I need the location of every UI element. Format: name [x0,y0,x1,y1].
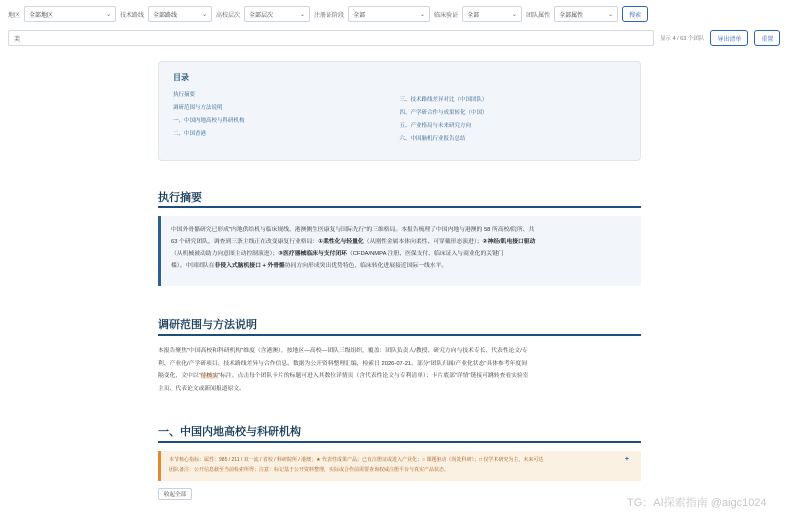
team-select[interactable] [554,6,618,22]
clinical-label: 临床验证 [434,12,459,19]
summary-highlight: 非侵入式脑机接口 + 外骨骼 [214,263,285,269]
toc-link[interactable]: 六、中国脑机行业报告总结 [399,136,466,142]
pending-tag: 待核实 [200,373,219,379]
tech-label: 技术路线 [120,12,145,19]
chevron-down-icon: ⌄ [202,11,208,18]
section1-heading: 一、中国内地高校与科研机构 [158,426,301,438]
methods-text: "标注。点击每个团队卡片的标题可进入其数位详情页（含代表性论文与专利清单）；卡片底部"详情"链接可跳转查看实验室 [218,373,529,379]
summary-highlight: ②神经/肌电接口驱动 [482,239,536,245]
phase-select[interactable] [348,6,430,22]
result-count: 显示 4 / 63 个团队 [660,36,705,42]
search-row [0,28,800,48]
summary-box [158,216,641,286]
level-label: 高校层次 [216,12,241,19]
summary-highlight: ①柔性化与轻量化 [318,239,364,245]
team-select-value: 全部属性 [559,12,584,19]
section-divider [158,206,641,208]
clinical-select[interactable] [462,6,522,22]
chevron-down-icon: ⌄ [608,11,614,18]
note-text: 团队备注：公开信息截至当前检索所得；注意：标记基于公开资料整理，实际或合作前需要查询权威注册平台与真实产品状态。 [169,467,450,473]
toc-link[interactable]: 四、产学研合作与成果转化（中国） [399,110,488,116]
toc-link[interactable]: 调研范围与方法说明 [173,105,223,111]
summary-text: 协同方向形成突出优势特色，临床转化进展接近国际一线水平。 [284,263,448,269]
chevron-down-icon: ⌄ [512,11,518,18]
phase-label: 注册证阶段 [314,12,345,19]
tech-select-value: 全部路线 [153,12,178,19]
methods-text: 隔变化，文中以" [158,373,201,379]
legend-note [158,451,641,481]
summary-text: （从机械被动助力向意图主动控制演进）； [171,251,279,257]
chevron-down-icon: ⌄ [420,11,426,18]
methods-heading: 调研范围与方法说明 [158,319,257,331]
section-divider [158,334,641,336]
collapse-all-button[interactable]: 收起全部 [158,488,192,500]
chevron-down-icon: ⌄ [300,11,306,18]
level-select[interactable] [244,6,310,22]
search-button[interactable]: 搜索 [622,6,648,22]
methods-text: 本报告聚焦"中国高校和科研机构"维度（含港澳），按地区—高校—团队三级组织，覆盖：团队负责人/教授、研究方向与技术专长、代表性论文/专 [158,348,528,354]
summary-text: 63 个研究团队，调查到三条主线正在改变康复行业格局： [171,239,319,245]
summary-text: （CFDA/NMPA 注册、医保支付、临床证入与商业化的关键门 [346,251,504,257]
summary-heading: 执行摘要 [158,192,202,204]
team-label: 团队属性 [526,12,551,19]
toc-link[interactable]: 二、中国香港 [173,131,207,137]
filter-bar [0,0,800,28]
chevron-down-icon: ⌄ [105,11,112,18]
clinical-select-value: 全部 [467,12,480,19]
phase-select-value: 全部 [353,12,366,19]
plus-icon[interactable]: + [624,456,629,463]
reset-button[interactable]: 重置 [754,30,780,46]
section-divider [158,441,641,443]
methods-text: 主页、代表论文或新闻报道原文。 [158,385,245,392]
search-input[interactable] [8,30,654,46]
watermark: TG：AI探索指南 @aigc1024 [627,497,767,509]
toc-title: 目录 [173,73,189,82]
search-input-value: 芙 [14,36,21,43]
toc-link[interactable]: 五、产业格局与未来研究方向 [399,123,472,129]
table-of-contents [158,61,641,161]
summary-text: 槛）。中国团队在 [171,263,215,269]
tech-select[interactable] [148,6,212,22]
region-select[interactable] [24,6,116,22]
summary-highlight: ③医疗器械临床与支付闭环 [278,251,347,257]
export-button[interactable]: 导出清单 [710,30,748,46]
toc-link[interactable]: 执行摘要 [173,92,196,98]
methods-text: 利、产业化/产学研项目、技术路线差异与合作信息。数据为公开资料整理汇编，检索日 2026-07-21。部分"团队归属/产业化状态"具体参考年度间 [158,360,528,367]
note-text: 本节核心指标：属性：985 / 211 / 双一流 / 省校 / 科研院所 / 港澳；★ 代表性成果产品；已有注册证或进入产业化；○ 课题驱动（尚处科研）；□ 仅学术研究为主，未来可达 [169,457,544,463]
summary-text: 中国外骨骼研究已形成"内地供给机与临床规线、港澳侧生医康复与国际先行"的三维格局。本报告梳理了中国内地与港澳的 58 所高校/院所、共 [171,227,535,233]
level-select-value: 全部层次 [249,12,274,19]
region-select-value: 全部地区 [29,12,54,19]
toc-link[interactable]: 一、中国内地高校与科研机构 [173,118,245,124]
summary-text: （从刚性金属本体向柔性、可穿戴形态演进）； [363,239,483,245]
region-label: 地区 [8,12,21,19]
toc-link[interactable]: 三、技术路线差异对比（中国团队） [399,97,488,103]
methods-paragraph [158,345,641,395]
